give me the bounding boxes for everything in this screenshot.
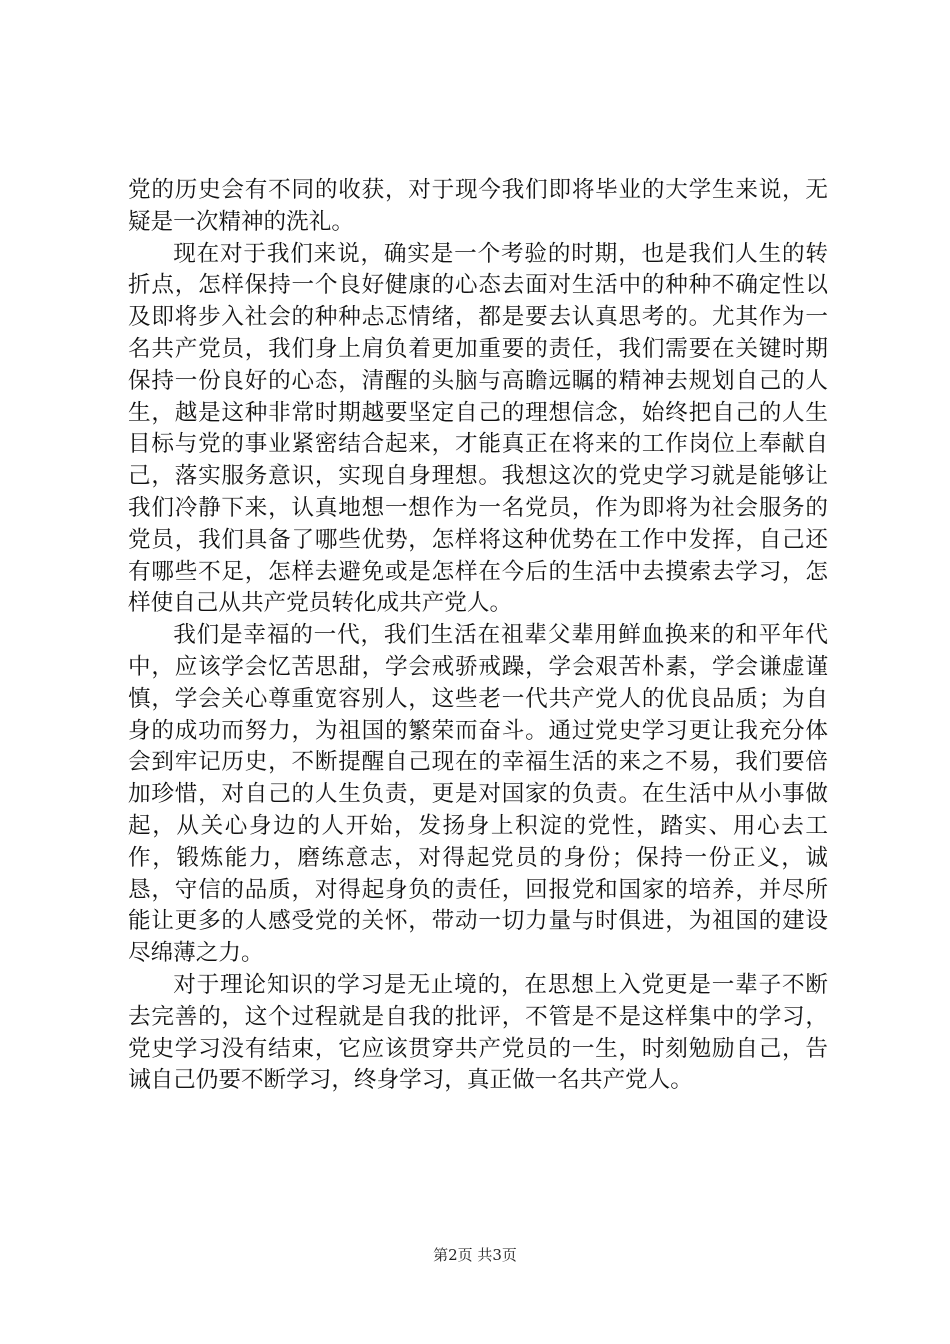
paragraph-2: 现在对于我们来说，确实是一个考验的时期，也是我们人生的转折点，怎样保持一个良好健康的心态去面对生活中的种种不确定性以及即将步入社会的种种忐忑情绪，都是要去认真思考的。尤其作为一名共产党员，我们身上肩负着更加重要的责任，我们需要在关键时期保持一份良好的心态，清醒的头脑与高瞻远瞩的精神去规划自己的人生，越是这种非常时期越要坚定自己的理想信念，始终把自己的人生目标与党的事业紧密结合起来，才能真正在将来的工作岗位上奉献自己，落实服务意识，实现自身理想。我想这次的党史学习就是能够让我们冷静下来，认真地想一想作为一名党员，作为即将为社会服务的党员，我们具备了哪些优势，怎样将这种优势在工作中发挥，自己还有哪些不足，怎样去避免或是怎样在今后的生活中去摸索去学习，怎样使自己从共产党员转化成共产党人。 <box>128 240 828 617</box>
paragraph-3: 我们是幸福的一代，我们生活在祖辈父辈用鲜血换来的和平年代中，应该学会忆苦思甜，学会戒骄戒躁，学会艰苦朴素，学会谦虚谨慎，学会关心尊重宽容别人，这些老一代共产党人的优良品质；为自身的成功而努力，为祖国的繁荣而奋斗。通过党史学习更让我充分体会到牢记历史，不断提醒自己现在的幸福生活的来之不易，我们要倍加珍惜，对自己的人生负责，更是对国家的负责。在生活中从小事做起，从关心身边的人开始，发扬身上积淀的党性，踏实、用心去工作，锻炼能力，磨练意志，对得起党员的身份；保持一份正义，诚恳，守信的品质，对得起身负的责任，回报党和国家的培养，并尽所能让更多的人感受党的关怀，带动一切力量与时俱进，为祖国的建设尽绵薄之力。 <box>128 622 828 967</box>
paragraph-1: 党的历史会有不同的收获，对于现今我们即将毕业的大学生来说，无疑是一次精神的洗礼。 <box>128 177 828 235</box>
paragraph-4: 对于理论知识的学习是无止境的，在思想上入党更是一辈子不断去完善的，这个过程就是自我的批评，不管是不是这样集中的学习，党史学习没有结束，它应该贯穿共产党员的一生，时刻勉励自己，告诫自己仍要不断学习，终身学习，真正做一名共产党人。 <box>128 971 828 1094</box>
page-number-footer: 第2页 共3页 <box>433 1246 517 1264</box>
document-body <box>128 175 828 1097</box>
